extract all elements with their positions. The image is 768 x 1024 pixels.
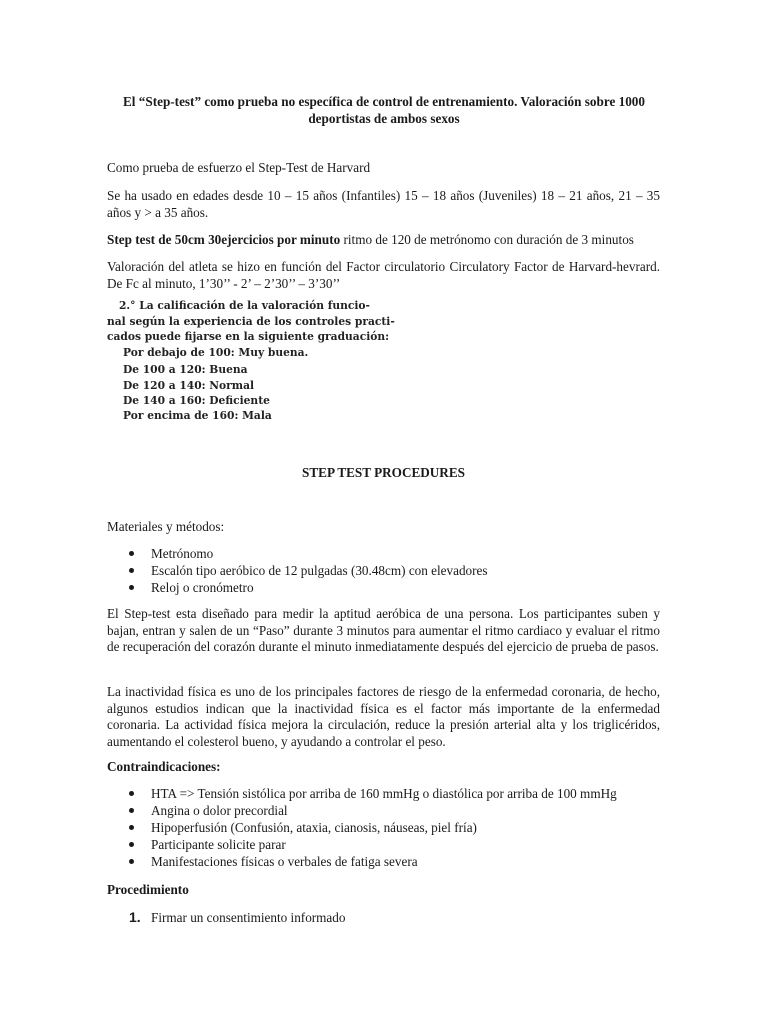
step-test-bold: Step test de 50cm 30ejercicios por minuto	[107, 232, 341, 247]
scan-line: De 100 a 120: Buena	[123, 363, 248, 376]
step-test-rest: ritmo de 120 de metrónomo con duración de 3 minutos	[340, 232, 634, 247]
list-item-text: Reloj o cronómetro	[151, 580, 254, 595]
valoracion-paragraph: Valoración del atleta se hizo en función del Factor circulatorio Circulatory Factor de Harvard-hevrard. De Fc al minuto, 1’30’’ - 2’ – 2’30’’ – 3’30’’	[107, 259, 660, 291]
list-item	[107, 579, 660, 596]
list-item-text: Hipoperfusión (Confusión, ataxia, cianosis, náuseas, piel fría)	[151, 820, 477, 835]
step-number: 1.	[129, 909, 141, 925]
bullet-icon	[129, 551, 134, 556]
procedimiento-heading: Procedimiento	[107, 882, 189, 897]
list-item	[107, 545, 660, 562]
list-item-text: Manifestaciones físicas o verbales de fatiga severa	[151, 854, 418, 869]
bullet-icon	[129, 791, 134, 796]
scan-line: Por encima de 160: Mala	[123, 409, 272, 422]
bullet-icon	[129, 808, 134, 813]
list-item	[107, 802, 660, 819]
scan-line: 2.° La calificación de la valoración funcio-	[119, 299, 370, 312]
bullet-icon	[129, 825, 134, 830]
scan-line: Por debajo de 100: Muy buena.	[123, 346, 309, 359]
intro-text: Como prueba de esfuerzo el Step-Test de Harvard	[107, 160, 371, 175]
step-test-description: El Step-test esta diseñado para medir la aptitud aeróbica de una persona. Los participantes suben y bajan, entran y salen de un “Paso” durante 3 minutos para aumentar el ritmo cardiaco y evaluar el ritmo de recuperación del corazón durante el minuto inmediatamente después del ejercicio de prueba de pasos.	[107, 606, 660, 654]
scan-line: cados puede fijarse en la siguiente graduación:	[107, 330, 390, 343]
procedures-heading: STEP TEST PROCEDURES	[302, 465, 465, 480]
list-item	[107, 836, 660, 853]
list-item	[107, 853, 660, 870]
scan-line: De 140 a 160: Deficiente	[123, 394, 270, 407]
list-item	[107, 819, 660, 836]
list-item-text: Angina o dolor precordial	[151, 803, 288, 818]
list-item	[107, 785, 660, 802]
scan-line: De 120 a 140: Normal	[123, 379, 255, 392]
list-item	[107, 562, 660, 579]
list-item-text: Escalón tipo aeróbico de 12 pulgadas (30.48cm) con elevadores	[151, 563, 488, 578]
list-item-text: Metrónomo	[151, 546, 214, 561]
contraindicaciones-list	[107, 785, 660, 870]
materiales-list	[107, 545, 660, 596]
ages-paragraph: Se ha usado en edades desde 10 – 15 años (Infantiles) 15 – 18 años (Juveniles) 18 – 21 años, 21 – 35 años y > a 35 años.	[107, 188, 660, 220]
step-test-paragraph	[107, 232, 660, 249]
materiales-label: Materiales y métodos:	[107, 519, 225, 534]
scan-line: nal según la experiencia de los controles practi-	[107, 315, 395, 328]
list-item-text: Participante solicite parar	[151, 837, 286, 852]
inactividad-paragraph: La inactividad física es uno de los principales factores de riesgo de la enfermedad coronaria, de hecho, algunos estudios indican que la inactividad física es el factor más importante de la enfermedad coronaria. La actividad física mejora la circulación, reduce la presión arterial alta y los triglicéridos, aumentando el colesterol bueno, y ayudando a controlar el peso.	[107, 684, 660, 749]
bullet-icon	[129, 585, 134, 590]
bullet-icon	[129, 842, 134, 847]
bullet-icon	[129, 859, 134, 864]
step-text: Firmar un consentimiento informado	[151, 910, 346, 925]
document-title: El “Step-test” como prueba no específica de control de entrenamiento. Valoración sobre 1000 deportistas de ambos sexos	[123, 94, 645, 126]
list-item-text: HTA => Tensión sistólica por arriba de 160 mmHg o diastólica por arriba de 100 mmHg	[151, 786, 617, 801]
scanned-grading-excerpt	[107, 299, 407, 427]
contraindicaciones-heading: Contraindicaciones:	[107, 759, 221, 774]
bullet-icon	[129, 568, 134, 573]
